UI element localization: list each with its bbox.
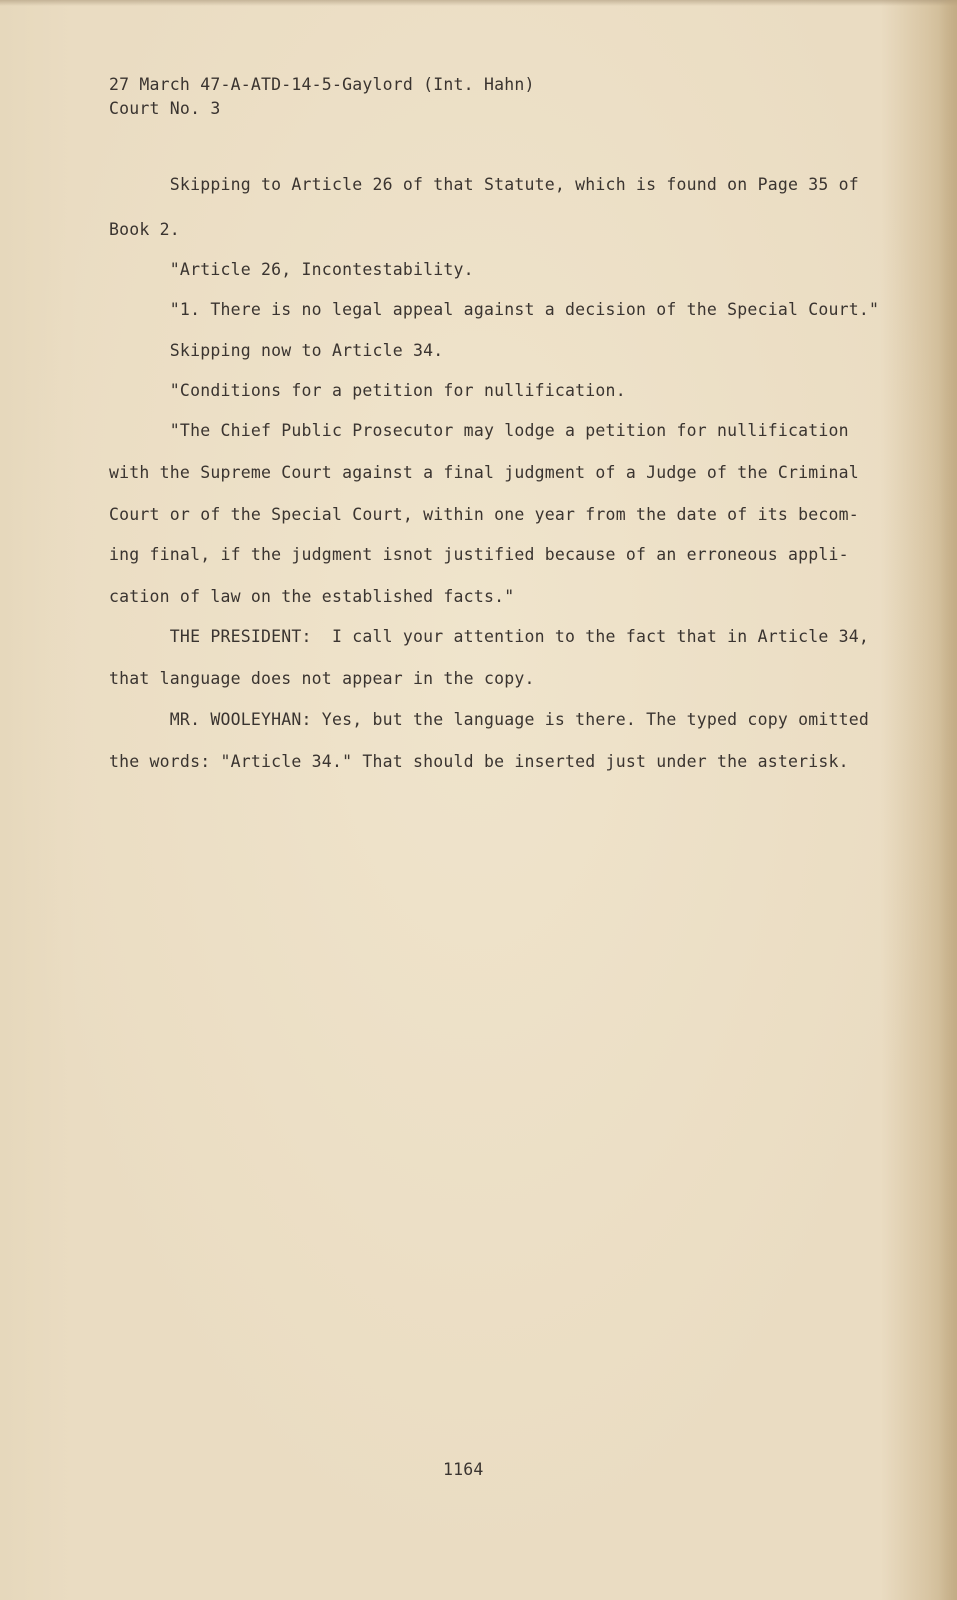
page-number: 1164 <box>443 1460 484 1479</box>
transcript-line: Book 2. <box>109 220 180 239</box>
transcript-line: with the Supreme Court against a final judgment of a Judge of the Criminal <box>109 463 859 482</box>
transcript-line: "The Chief Public Prosecutor may lodge a petition for nullification <box>109 421 849 440</box>
page-top-shadow <box>0 0 957 6</box>
transcript-line: "Article 26, Incontestability. <box>109 260 474 279</box>
header-line-date-reference: 27 March 47-A-ATD-14-5-Gaylord (Int. Hahn) <box>109 75 535 94</box>
transcript-line: "1. There is no legal appeal against a decision of the Special Court." <box>109 300 880 319</box>
document-header <box>109 73 535 121</box>
transcript-line: "Conditions for a petition for nullification. <box>109 381 626 400</box>
transcript-line: ing final, if the judgment isnot justified because of an erroneous appli- <box>109 545 849 564</box>
transcript-line: MR. WOOLEYHAN: Yes, but the language is there. The typed copy omitted <box>109 710 870 729</box>
transcript-line: Skipping now to Article 34. <box>109 341 444 360</box>
transcript-line: that language does not appear in the copy. <box>109 669 535 688</box>
transcript-line: Court or of the Special Court, within one year from the date of its becom- <box>109 505 859 524</box>
transcript-line: THE PRESIDENT: I call your attention to the fact that in Article 34, <box>109 627 870 646</box>
transcript-line: Skipping to Article 26 of that Statute, which is found on Page 35 of <box>109 175 859 194</box>
header-line-court: Court No. 3 <box>109 99 221 118</box>
page-right-shadow <box>939 0 957 1600</box>
transcript-line: cation of law on the established facts." <box>109 587 515 606</box>
transcript-line: the words: "Article 34." That should be inserted just under the asterisk. <box>109 752 849 771</box>
